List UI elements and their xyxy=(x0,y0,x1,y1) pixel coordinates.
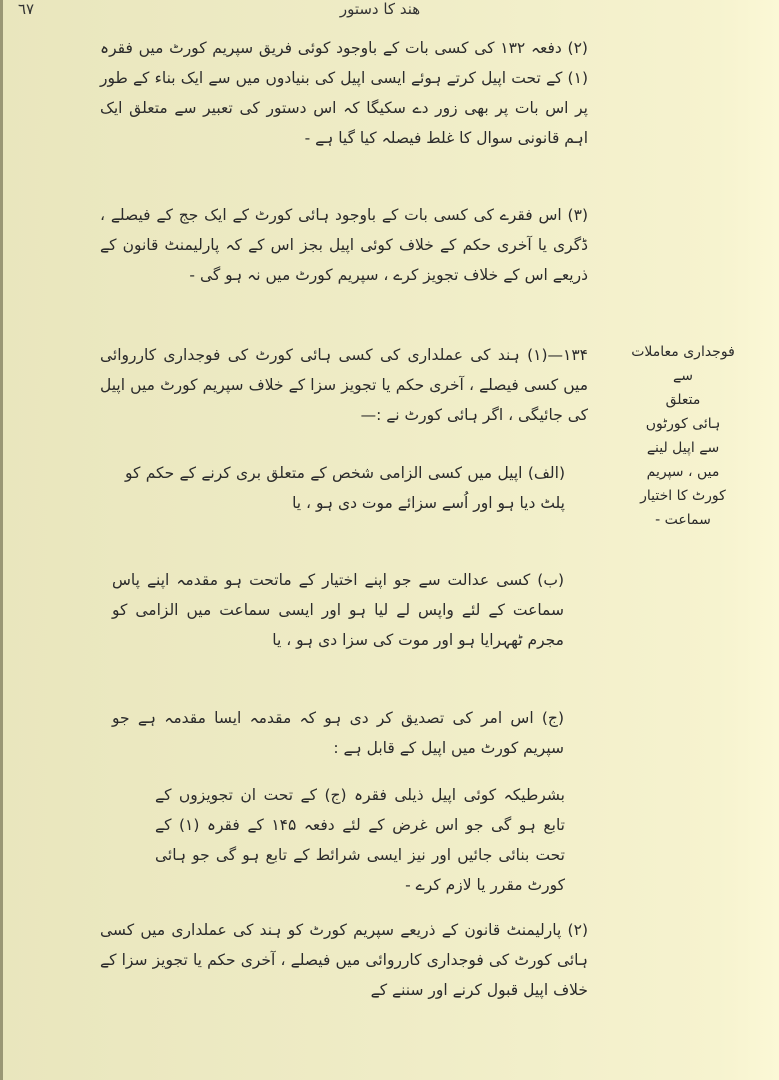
running-header: هند کا دستور xyxy=(339,0,421,18)
clause-2-paragraph: (۲) دفعہ ۱۳۲ کی کسی بات کے باوجود کوئی فریق سپریم کورٹ میں فقرہ (۱) کے تحت اپیل کرتے ہوئے ایسی اپیل کی بنیادوں میں سے ایک بناء کے طور پر اس بات پر بھی زور دے سکیگا کہ اس دستور کی تعبیر سے متعلق ایک اہم قانونی سوال کا غلط فیصلہ کیا گیا ہے - xyxy=(100,39,588,147)
margin-note-line: میں ، سپریم xyxy=(646,464,720,480)
margin-note-line: ہائی کورٹوں xyxy=(645,416,721,432)
sub-clause-alif: (الف) اپیل میں کسی الزامی شخص کے متعلق بری کرنے کے حکم کو پلٹ دیا ہو اور اُسے سزائے موت دی ہو ، یا xyxy=(125,464,565,512)
article-134-paragraph: ۱۳۴—(۱) ہند کی عملداری کی کسی ہائی کورٹ کی فوجداری کارروائی میں کسی فیصلے ، آخری حکم یا تجویز سزا کے خلاف سپریم کورٹ میں اپیل کی جائیگی ، اگر ہائی کورٹ نے :— xyxy=(100,346,588,424)
margin-note-line: کورٹ کا اختیار xyxy=(640,488,726,504)
proviso-paragraph: بشرطیکہ کوئی اپیل ذیلی فقرہ (ج) کے تحت ان تجویزوں کے تابع ہو گی جو اس غرض کے لئے دفعہ ۱۴۵ کے فقرہ (۱) کے تحت بنائی جائیں اور نیز ایسی شرائط کے تابع ہو گی جو ہائی کورٹ مقرر یا لازم کرے - xyxy=(155,786,565,894)
clause-2b-paragraph: (۲) پارلیمنٹ قانون کے ذریعے سپریم کورٹ کو ہند کی عملداری میں کسی ہائی کورٹ کی فوجداری کارروائی میں فیصلے ، آخری حکم یا تجویز سزا کے خلاف اپیل قبول کرنے اور سننے کے xyxy=(100,921,588,999)
sub-clause-be: (ب) کسی عدالت سے جو اپنے اختیار کے ماتحت ہو مقدمہ اپنے پاس سماعت کے لئے واپس لے لیا ہو اور ایسی سماعت میں الزامی کو مجرم ٹھہرایا ہو اور موت کی سزا دی ہو ، یا xyxy=(112,571,564,649)
clause-3-paragraph: (۳) اس فقرے کی کسی بات کے باوجود ہائی کورٹ کے ایک جج کے فیصلے ، ڈگری یا آخری حکم کے خلاف کوئی اپیل بجز اس کے کہ پارلیمنٹ قانون کے ذریعے اس کے خلاف تجویز کرے ، سپریم کورٹ میں نہ ہو گی - xyxy=(100,206,588,284)
margin-note-line: فوجداری معاملات xyxy=(631,344,735,360)
margin-note-line: سماعت - xyxy=(655,512,711,528)
page-number: ٦٧ xyxy=(18,0,35,18)
page-edge xyxy=(0,0,3,1080)
margin-note-line: سے xyxy=(673,368,693,384)
margin-note xyxy=(593,340,773,532)
margin-note-line: سے اپیل لینے xyxy=(646,440,720,456)
sub-clause-jeem: (ج) اس امر کی تصدیق کر دی ہو کہ مقدمہ ایسا مقدمہ ہے جو سپریم کورٹ میں اپیل کے قابل ہے : xyxy=(112,709,564,757)
margin-note-line: متعلق xyxy=(665,392,701,408)
